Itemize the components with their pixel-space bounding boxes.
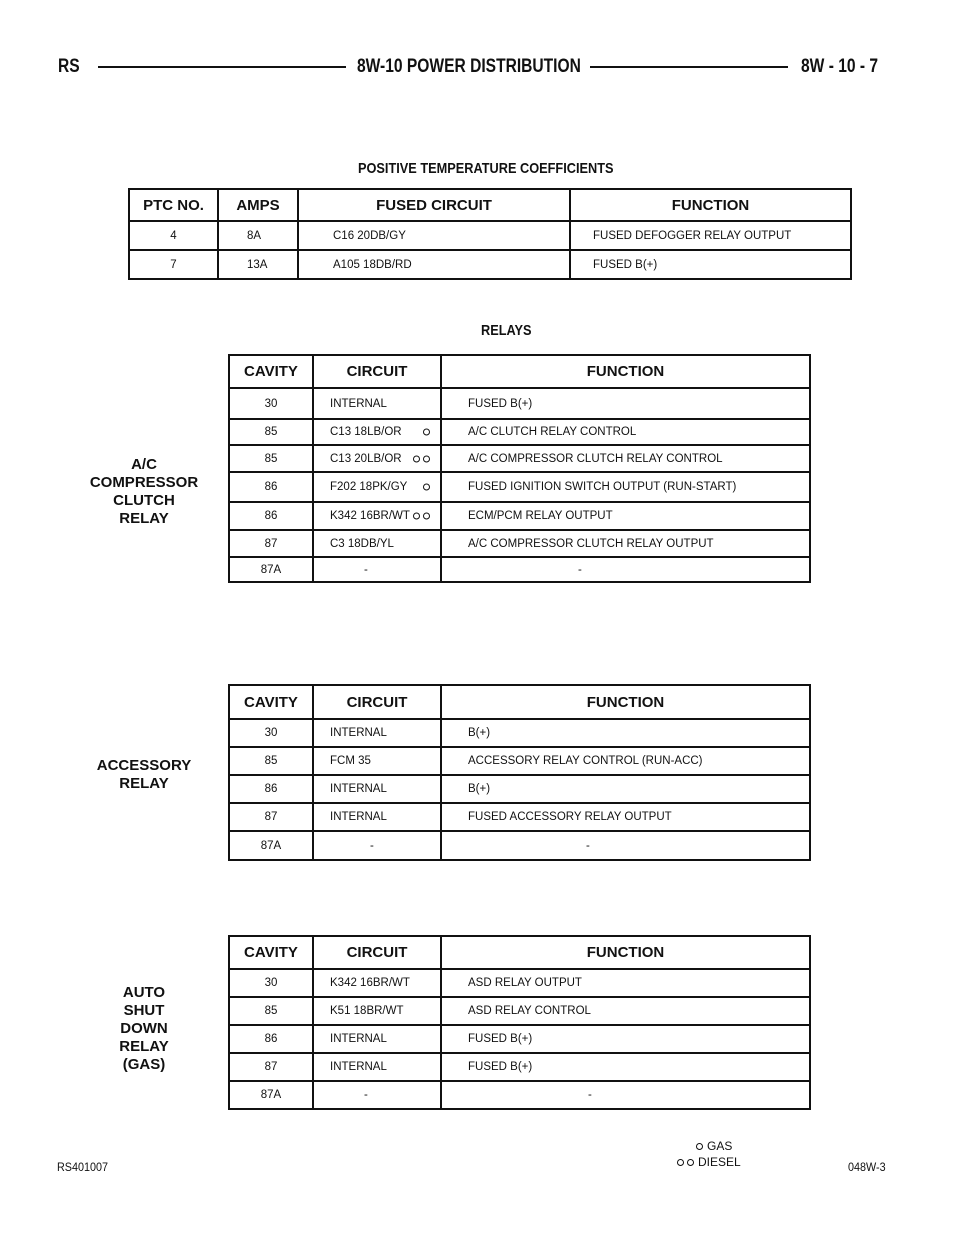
function: - — [441, 557, 810, 582]
figure-id: RS401007 — [57, 1160, 109, 1174]
diesel-marker-icon — [677, 1159, 694, 1166]
table-row — [229, 719, 810, 747]
ptc-header-row — [129, 189, 851, 221]
circuit: C13 18LB/OR — [330, 426, 402, 438]
relays-title: RELAYS — [481, 322, 532, 339]
cavity: 85 — [229, 419, 313, 445]
header-left: RS — [58, 56, 80, 77]
circuit: INTERNAL — [313, 1053, 441, 1081]
cavity: 85 — [229, 997, 313, 1025]
table-row — [229, 557, 810, 582]
label-line: A/C — [131, 456, 157, 473]
cavity: 86 — [229, 502, 313, 530]
col-function: FUNCTION — [441, 685, 810, 719]
cavity: 87A — [229, 557, 313, 582]
cavity: 87 — [229, 803, 313, 831]
label-line: ACCESSORY — [96, 757, 192, 774]
gas-marker-icon — [423, 484, 430, 491]
label-line: RELAY — [119, 510, 169, 527]
cavity: 30 — [229, 969, 313, 997]
table-row — [229, 969, 810, 997]
page-number: 8W - 10 - 7 — [801, 56, 879, 77]
col-cavity: CAVITY — [229, 355, 313, 388]
gas-marker-icon — [687, 1143, 703, 1150]
label-line: CLUTCH — [113, 492, 175, 509]
function: A/C COMPRESSOR CLUTCH RELAY OUTPUT — [441, 530, 810, 557]
table-row — [229, 1025, 810, 1053]
col-cavity: CAVITY — [229, 685, 313, 719]
cavity: 85 — [229, 747, 313, 775]
gas-marker-icon — [423, 429, 430, 436]
circuit-cell — [313, 419, 441, 445]
function: B(+) — [441, 775, 810, 803]
cavity: 30 — [229, 388, 313, 419]
legend-gas — [687, 1139, 732, 1153]
col-circuit: CIRCUIT — [313, 355, 441, 388]
table-row — [229, 530, 810, 557]
label-line: AUTO — [122, 984, 166, 1001]
table-row — [129, 221, 851, 250]
col-cavity: CAVITY — [229, 936, 313, 969]
ptc-col-amps: AMPS — [218, 189, 298, 221]
function: B(+) — [441, 719, 810, 747]
ac-relay-table — [228, 354, 811, 583]
table-row — [229, 803, 810, 831]
circuit: - — [313, 557, 441, 582]
figure-code: 048W-3 — [848, 1160, 886, 1174]
table-row — [229, 445, 810, 472]
label-line: (GAS) — [122, 1056, 166, 1073]
function: A/C COMPRESSOR CLUTCH RELAY CONTROL — [441, 445, 810, 472]
label-line: RELAY — [119, 775, 169, 792]
table-row — [229, 831, 810, 860]
function: ACCESSORY RELAY CONTROL (RUN-ACC) — [441, 747, 810, 775]
circuit: INTERNAL — [313, 803, 441, 831]
function: - — [441, 831, 810, 860]
circuit: FCM 35 — [313, 747, 441, 775]
label-line: DOWN — [120, 1020, 168, 1037]
circuit: F202 18PK/GY — [330, 481, 408, 493]
cavity: 86 — [229, 1025, 313, 1053]
circuit: K342 16BR/WT — [330, 510, 410, 522]
circuit-cell — [313, 502, 441, 530]
function: FUSED IGNITION SWITCH OUTPUT (RUN-START) — [441, 472, 810, 502]
table-header-row — [229, 685, 810, 719]
diesel-marker-icon — [413, 513, 430, 520]
ptc-no: 7 — [129, 250, 218, 279]
table-row — [129, 250, 851, 279]
col-circuit: CIRCUIT — [313, 936, 441, 969]
ac-relay-label — [74, 456, 214, 528]
cavity: 86 — [229, 472, 313, 502]
col-function: FUNCTION — [441, 355, 810, 388]
label-line: COMPRESSOR — [89, 474, 199, 491]
table-row — [229, 419, 810, 445]
table-row — [229, 388, 810, 419]
ptc-col-function: FUNCTION — [570, 189, 851, 221]
ptc-amps: 13A — [218, 250, 298, 279]
ptc-circuit: A105 18DB/RD — [298, 250, 570, 279]
cavity: 87 — [229, 1053, 313, 1081]
table-row — [229, 1081, 810, 1109]
ptc-function: FUSED DEFOGGER RELAY OUTPUT — [570, 221, 851, 250]
col-circuit: CIRCUIT — [313, 685, 441, 719]
function: FUSED B(+) — [441, 1025, 810, 1053]
table-row — [229, 502, 810, 530]
table-row — [229, 997, 810, 1025]
function: FUSED B(+) — [441, 388, 810, 419]
ptc-col-no: PTC NO. — [129, 189, 218, 221]
diesel-marker-icon — [413, 455, 430, 462]
circuit: INTERNAL — [313, 719, 441, 747]
asd-relay-label — [74, 984, 214, 1074]
legend-gas-label: GAS — [707, 1139, 733, 1153]
circuit: K342 16BR/WT — [313, 969, 441, 997]
ptc-table — [128, 188, 852, 280]
cavity: 87A — [229, 1081, 313, 1109]
function: FUSED ACCESSORY RELAY OUTPUT — [441, 803, 810, 831]
circuit: C3 18DB/YL — [313, 530, 441, 557]
table-row — [229, 472, 810, 502]
cavity: 87 — [229, 530, 313, 557]
legend-diesel-label: DIESEL — [698, 1155, 741, 1169]
function: ASD RELAY OUTPUT — [441, 969, 810, 997]
cavity: 85 — [229, 445, 313, 472]
circuit: K51 18BR/WT — [313, 997, 441, 1025]
ptc-col-circuit: FUSED CIRCUIT — [298, 189, 570, 221]
circuit: - — [313, 1081, 441, 1109]
function: ASD RELAY CONTROL — [441, 997, 810, 1025]
label-line: SHUT — [123, 1002, 165, 1019]
circuit-cell — [313, 445, 441, 472]
cavity: 86 — [229, 775, 313, 803]
table-row — [229, 1053, 810, 1081]
function: ECM/PCM RELAY OUTPUT — [441, 502, 810, 530]
circuit-cell — [313, 472, 441, 502]
circuit: INTERNAL — [313, 775, 441, 803]
header-rule-right — [590, 66, 788, 68]
col-function: FUNCTION — [441, 936, 810, 969]
table-header-row — [229, 936, 810, 969]
ptc-function: FUSED B(+) — [570, 250, 851, 279]
label-line: RELAY — [119, 1038, 169, 1055]
table-row — [229, 747, 810, 775]
ptc-title: POSITIVE TEMPERATURE COEFFICIENTS — [358, 160, 614, 177]
header-rule-left — [98, 66, 346, 68]
asd-relay-table — [228, 935, 811, 1110]
circuit: INTERNAL — [313, 1025, 441, 1053]
circuit: INTERNAL — [313, 388, 441, 419]
page-title: 8W-10 POWER DISTRIBUTION — [357, 56, 581, 77]
accessory-relay-label — [74, 757, 214, 793]
ptc-amps: 8A — [218, 221, 298, 250]
ptc-no: 4 — [129, 221, 218, 250]
table-row — [229, 775, 810, 803]
circuit: C13 20LB/OR — [330, 452, 402, 465]
function: - — [441, 1081, 810, 1109]
function: FUSED B(+) — [441, 1053, 810, 1081]
cavity: 30 — [229, 719, 313, 747]
circuit: - — [313, 831, 441, 860]
function: A/C CLUTCH RELAY CONTROL — [441, 419, 810, 445]
ptc-circuit: C16 20DB/GY — [298, 221, 570, 250]
legend-diesel — [677, 1155, 741, 1169]
accessory-relay-table — [228, 684, 811, 861]
table-header-row — [229, 355, 810, 388]
cavity: 87A — [229, 831, 313, 860]
